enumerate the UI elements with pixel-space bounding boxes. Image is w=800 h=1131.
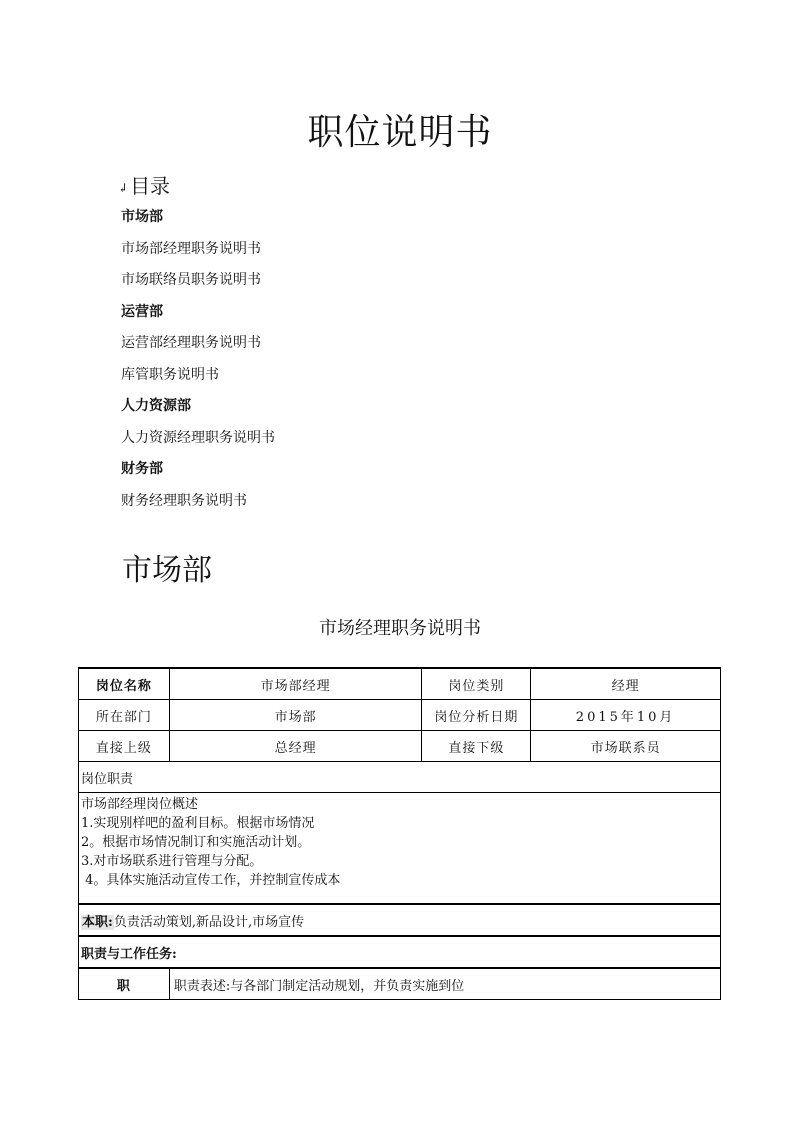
duty-label: 职: [79, 968, 170, 1000]
job-description-title: 市场经理职务说明书: [319, 618, 481, 639]
label-position-category: 岗位类别: [422, 668, 531, 700]
label-direct-superior: 直接上级: [79, 731, 170, 762]
label-analysis-date: 岗位分析日期: [422, 700, 531, 731]
table-row: [79, 793, 721, 905]
toc-item-hr-manager[interactable]: 人力资源经理职务说明书: [121, 429, 275, 446]
table-row: [79, 700, 721, 731]
toc-dept-hr[interactable]: 人力资源部: [121, 398, 191, 414]
value-position-category: 经理: [531, 668, 721, 700]
label-department: 所在部门: [79, 700, 170, 731]
label-direct-subordinate: 直接下级: [422, 731, 531, 762]
table-row: [79, 731, 721, 762]
overview-cell: [79, 793, 721, 905]
overview-line-4: 4。具体实施活动宣传工作，并控制宣传成本: [81, 873, 341, 888]
responsibilities-label: 岗位职责: [79, 762, 721, 793]
duty-text: 职责表述:与各部门制定活动规划，并负责实施到位: [169, 968, 720, 1000]
anchor-icon: ↲: [118, 180, 129, 195]
table-row: [79, 904, 721, 936]
toc-heading-text: 目录: [130, 174, 171, 198]
overview-line-3: 3.对市场联系进行管理与分配。: [81, 854, 263, 869]
value-position-name: 市场部经理: [169, 668, 422, 700]
toc-item-marketing-liaison[interactable]: 市场联络员职务说明书: [121, 272, 261, 288]
document-title: 职位说明书: [307, 112, 493, 153]
toc-item-finance-manager[interactable]: 财务经理职务说明书: [121, 492, 247, 509]
value-department: 市场部: [169, 700, 422, 731]
label-position-name: 岗位名称: [79, 668, 170, 700]
overview-line-2: 2。根据市场情况制订和实施活动计划。: [81, 835, 311, 850]
overview-line-1: 1.实现别样吧的盈利目标。根据市场情况: [81, 816, 315, 831]
table-row: [79, 762, 721, 793]
toc-dept-operations[interactable]: 运营部: [121, 303, 163, 320]
table-row: [79, 936, 721, 968]
toc-heading: [118, 170, 170, 199]
value-direct-subordinate: 市场联系员: [531, 731, 721, 762]
toc-item-operations-manager[interactable]: 运营部经理职务说明书: [121, 335, 261, 351]
overview-title: 市场部经理岗位概述: [81, 797, 199, 812]
table-row: [79, 968, 721, 1000]
benzhi-cell: [79, 904, 721, 936]
benzhi-text: 负责活动策划,新品设计,市场宣传: [113, 914, 305, 930]
table-row: [79, 668, 721, 700]
section-heading-marketing: 市场部: [122, 553, 212, 588]
table-of-contents: [121, 206, 275, 521]
tasks-label: 职责与工作任务:: [79, 936, 721, 968]
benzhi-label: 本职:: [82, 914, 113, 930]
toc-item-marketing-manager[interactable]: 市场部经理职务说明书: [121, 240, 261, 257]
value-direct-superior: 总经理: [169, 731, 422, 762]
job-description-table: [78, 667, 721, 1000]
value-analysis-date: 2015年10月: [531, 700, 721, 731]
toc-dept-finance[interactable]: 财务部: [121, 461, 163, 477]
toc-dept-marketing[interactable]: 市场部: [121, 209, 163, 225]
toc-item-warehouse-keeper[interactable]: 库管职务说明书: [121, 366, 219, 383]
